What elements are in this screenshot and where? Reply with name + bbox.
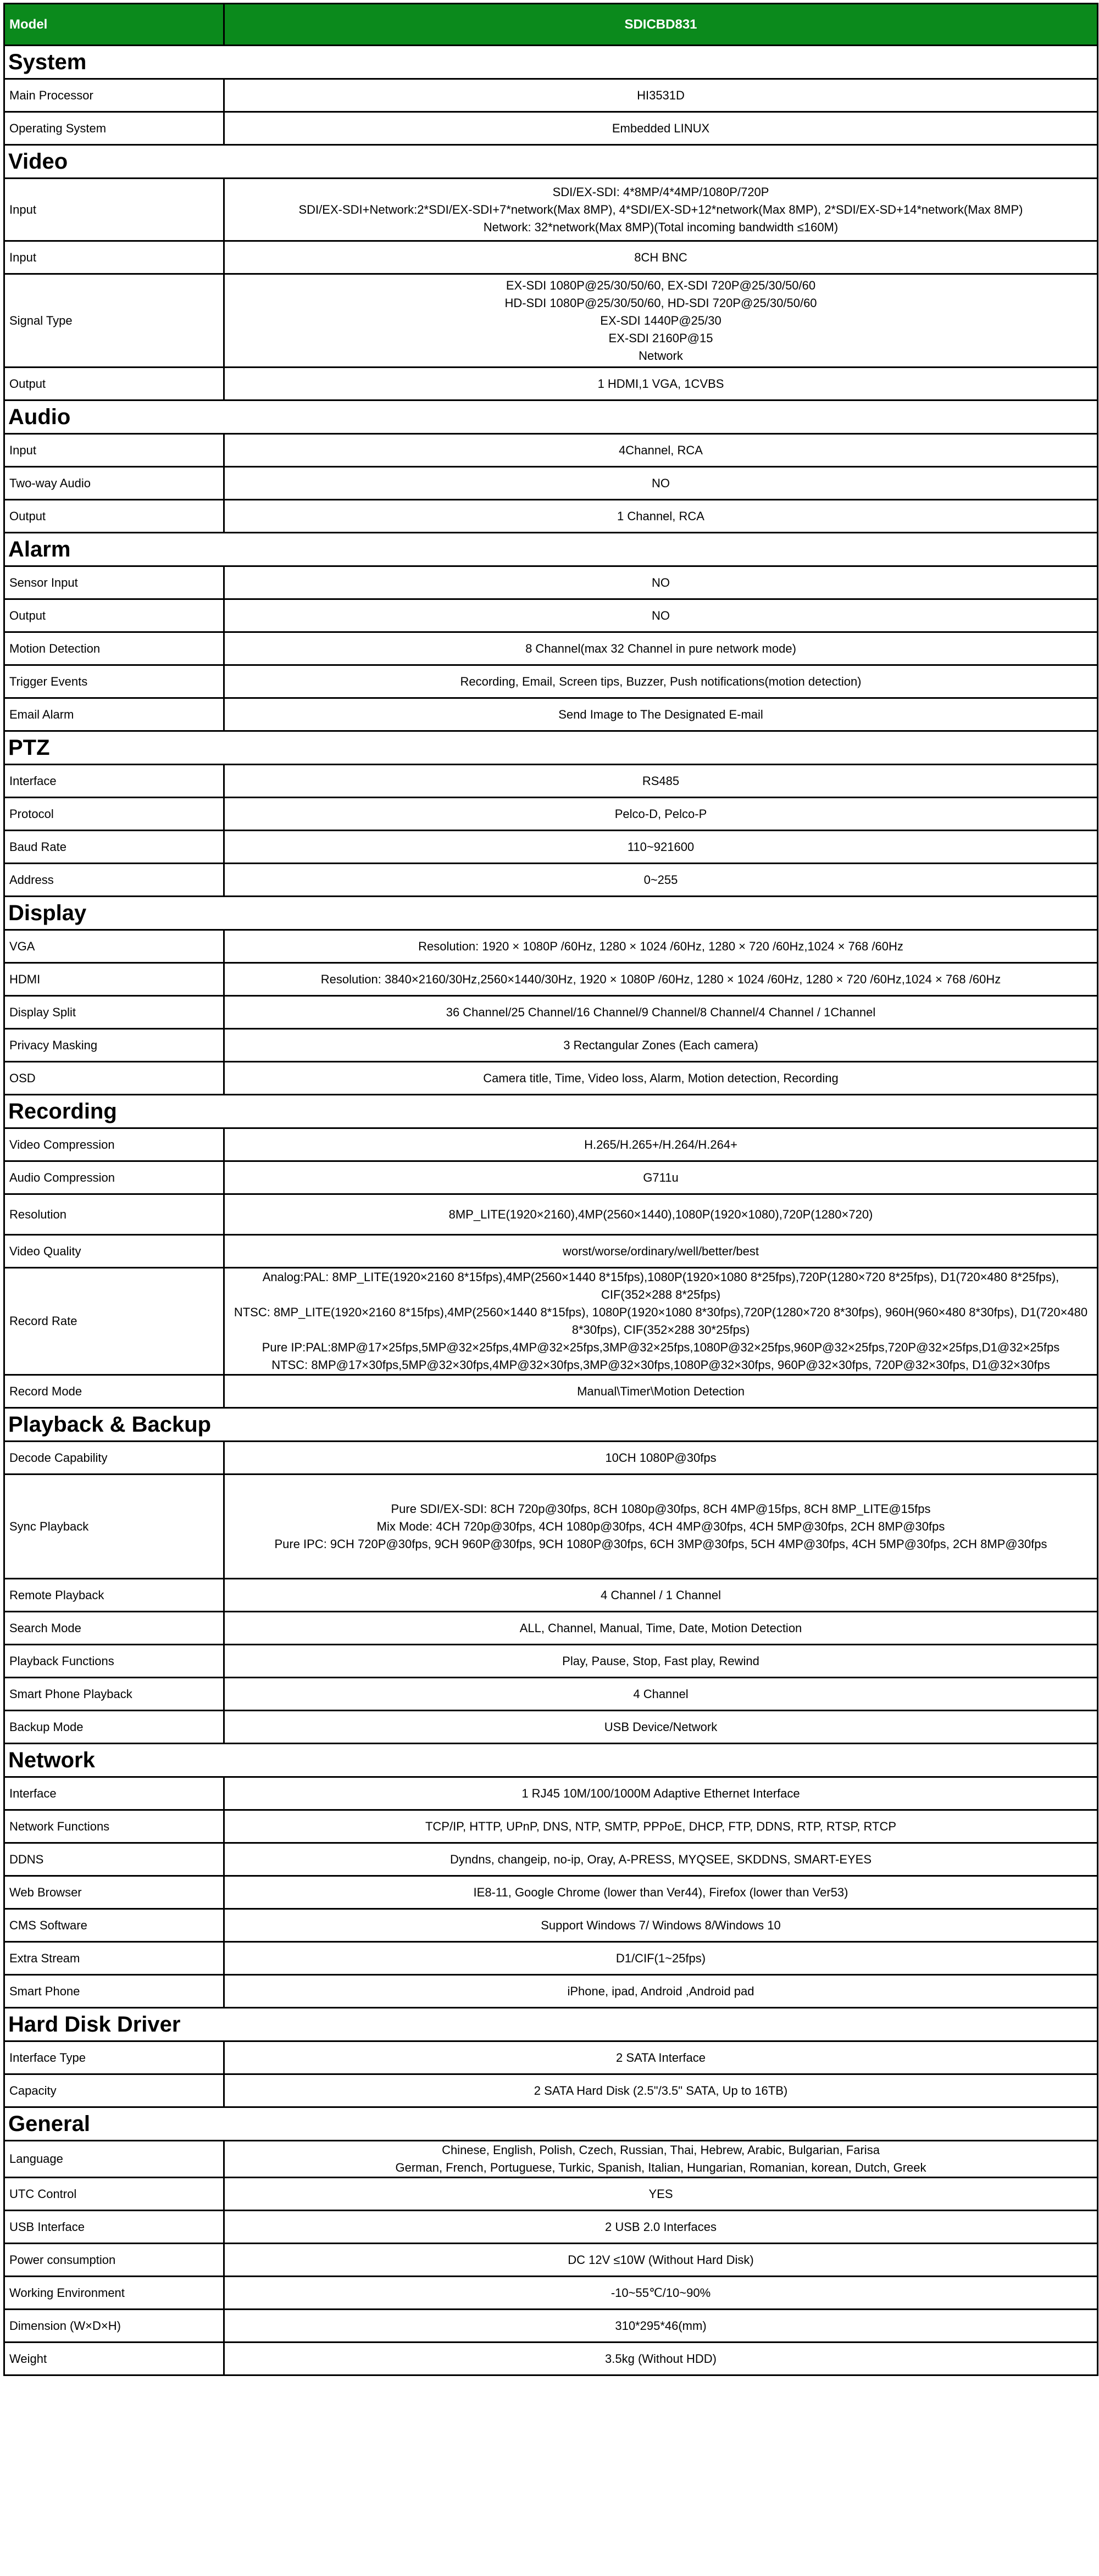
spec-row: [4, 434, 1098, 467]
spec-label: Video Compression: [4, 1128, 224, 1161]
spec-value: 8CH BNC: [224, 241, 1098, 274]
spec-row: [4, 1161, 1098, 1194]
spec-label: Record Rate: [4, 1268, 224, 1375]
spec-row: [4, 566, 1098, 599]
spec-value: NO: [224, 599, 1098, 632]
spec-row: [4, 632, 1098, 665]
spec-row: [4, 798, 1098, 831]
spec-row: [4, 698, 1098, 731]
spec-value: 2 USB 2.0 Interfaces: [224, 2211, 1098, 2244]
spec-label: Interface Type: [4, 2041, 224, 2074]
spec-value: TCP/IP, HTTP, UPnP, DNS, NTP, SMTP, PPPoE, DHCP, FTP, DDNS, RTP, RTSP, RTCP: [224, 1810, 1098, 1843]
section-system: [4, 46, 1098, 79]
spec-value: Dyndns, changeip, no-ip, Oray, A-PRESS, MYQSEE, SKDDNS, SMART-EYES: [224, 1843, 1098, 1876]
spec-row: [4, 1942, 1098, 1975]
spec-row: [4, 79, 1098, 112]
spec-row: [4, 1062, 1098, 1095]
spec-value: 3.5kg (Without HDD): [224, 2343, 1098, 2375]
spec-value: Resolution: 3840×2160/30Hz,2560×1440/30Hz, 1920 × 1080P /60Hz, 1280 × 1024 /60Hz, 1280 × 720 /60Hz,1024 × 768 /60Hz: [224, 963, 1098, 996]
spec-label: Web Browser: [4, 1876, 224, 1909]
spec-label: Input: [4, 241, 224, 274]
spec-value: DC 12V ≤10W (Without Hard Disk): [224, 2244, 1098, 2277]
section-display: [4, 897, 1098, 930]
spec-row: [4, 179, 1098, 241]
spec-row: [4, 599, 1098, 632]
spec-row: [4, 1876, 1098, 1909]
spec-label: Trigger Events: [4, 665, 224, 698]
spec-value: Analog:PAL: 8MP_LITE(1920×2160 8*15fps),4MP(2560×1440 8*15fps),1080P(1920×1080 8*25fps),720P(1280×720 8*25fps), D1(720×480 8*25fps), CIF(352×288 8*25fps) NTSC: 8MP_LITE(1920×2160 8*15fps),4MP(2560×1440 8*15fps), 1080P(1920×1080 8*30fps),720P(1280×720 8*30fps), 960H(960×480 8*30fps), D1(720×480 8*30fps), CIF(352×288 30*25fps) Pure IP:PAL:8MP@17×25fps,5MP@32×25fps,4MP@32×25fps,3MP@32×25fps,1080P@32×25fps,960P@32×25fps,720P@32×25fps,D1@32×25fps NTSC: 8MP@17×30fps,5MP@32×30fps,4MP@32×30fps,3MP@32×30fps,1080P@32×30fps, 960P@32×30fps, 720P@32×30fps, D1@32×30fps: [224, 1268, 1098, 1375]
spec-row: [4, 1777, 1098, 1810]
spec-value: IE8-11, Google Chrome (lower than Ver44), Firefox (lower than Ver53): [224, 1876, 1098, 1909]
spec-value: NO: [224, 566, 1098, 599]
spec-label: Input: [4, 434, 224, 467]
spec-value: 4 Channel: [224, 1678, 1098, 1711]
spec-value: SDI/EX-SDI: 4*8MP/4*4MP/1080P/720P SDI/EX-SDI+Network:2*SDI/EX-SDI+7*network(Max 8MP), 4*SDI/EX-SD+12*network(Max 8MP), 2*SDI/EX-SD+14*network(Max 8MP) Network: 32*network(Max 8MP)(Total incoming bandwidth ≤160M): [224, 179, 1098, 241]
spec-row: [4, 1711, 1098, 1744]
spec-value: 3 Rectangular Zones (Each camera): [224, 1029, 1098, 1062]
spec-row: [4, 1810, 1098, 1843]
spec-row: [4, 368, 1098, 400]
spec-row: [4, 1128, 1098, 1161]
spec-label: Output: [4, 500, 224, 533]
spec-label: Interface: [4, 1777, 224, 1810]
spec-label: UTC Control: [4, 2178, 224, 2211]
spec-value: Support Windows 7/ Windows 8/Windows 10: [224, 1909, 1098, 1942]
section-general: [4, 2107, 1098, 2141]
section-title: Recording: [4, 1095, 1098, 1128]
spec-value: USB Device/Network: [224, 1711, 1098, 1744]
section-ptz: [4, 731, 1098, 765]
spec-row: [4, 831, 1098, 864]
spec-label: Audio Compression: [4, 1161, 224, 1194]
header-row: [4, 4, 1098, 46]
spec-label: HDMI: [4, 963, 224, 996]
spec-label: Signal Type: [4, 274, 224, 368]
section-video: [4, 145, 1098, 179]
spec-row: [4, 1975, 1098, 2008]
spec-label: Smart Phone: [4, 1975, 224, 2008]
spec-value: Chinese, English, Polish, Czech, Russian, Thai, Hebrew, Arabic, Bulgarian, Farisa German, French, Portuguese, Turkic, Spanish, Italian, Hungarian, Romanian, korean, Dutch, Greek: [224, 2141, 1098, 2178]
spec-label: Privacy Masking: [4, 1029, 224, 1062]
spec-value: NO: [224, 467, 1098, 500]
spec-row: [4, 467, 1098, 500]
spec-row: [4, 274, 1098, 368]
spec-label: Email Alarm: [4, 698, 224, 731]
spec-value: 36 Channel/25 Channel/16 Channel/9 Channel/8 Channel/4 Channel / 1Channel: [224, 996, 1098, 1029]
spec-value: 1 HDMI,1 VGA, 1CVBS: [224, 368, 1098, 400]
spec-row: [4, 996, 1098, 1029]
spec-value: 2 SATA Interface: [224, 2041, 1098, 2074]
spec-label: Backup Mode: [4, 1711, 224, 1744]
spec-value: iPhone, ipad, Android ,Android pad: [224, 1975, 1098, 2008]
section-title: Display: [4, 897, 1098, 930]
spec-label: Address: [4, 864, 224, 897]
spec-row: [4, 963, 1098, 996]
spec-value: -10~55℃/10~90%: [224, 2277, 1098, 2310]
spec-value: 2 SATA Hard Disk (2.5"/3.5" SATA, Up to 16TB): [224, 2074, 1098, 2107]
spec-label: Remote Playback: [4, 1579, 224, 1612]
spec-table-body: [4, 4, 1098, 2375]
spec-label: Display Split: [4, 996, 224, 1029]
spec-row: [4, 765, 1098, 798]
spec-row: [4, 241, 1098, 274]
spec-row: [4, 500, 1098, 533]
spec-value: EX-SDI 1080P@25/30/50/60, EX-SDI 720P@25/30/50/60 HD-SDI 1080P@25/30/50/60, HD-SDI 720P@25/30/50/60 EX-SDI 1440P@25/30 EX-SDI 2160P@15 Network: [224, 274, 1098, 368]
spec-label: VGA: [4, 930, 224, 963]
spec-value: H.265/H.265+/H.264/H.264+: [224, 1128, 1098, 1161]
spec-label: Extra Stream: [4, 1942, 224, 1975]
spec-row: [4, 1909, 1098, 1942]
spec-label: Interface: [4, 765, 224, 798]
spec-value: Camera title, Time, Video loss, Alarm, Motion detection, Recording: [224, 1062, 1098, 1095]
section-hard-disk-driver: [4, 2008, 1098, 2041]
spec-row: [4, 1475, 1098, 1579]
spec-row: [4, 1645, 1098, 1678]
spec-row: [4, 1442, 1098, 1475]
spec-label: Input: [4, 179, 224, 241]
spec-table: [3, 3, 1098, 2376]
spec-row: [4, 2041, 1098, 2074]
spec-label: Dimension (W×D×H): [4, 2310, 224, 2343]
spec-value: YES: [224, 2178, 1098, 2211]
spec-label: CMS Software: [4, 1909, 224, 1942]
spec-label: Baud Rate: [4, 831, 224, 864]
spec-label: Network Functions: [4, 1810, 224, 1843]
section-recording: [4, 1095, 1098, 1128]
spec-label: Resolution: [4, 1194, 224, 1235]
section-alarm: [4, 533, 1098, 566]
spec-label: Capacity: [4, 2074, 224, 2107]
spec-row: [4, 1029, 1098, 1062]
spec-row: [4, 1235, 1098, 1268]
spec-row: [4, 1843, 1098, 1876]
spec-label: Decode Capability: [4, 1442, 224, 1475]
spec-label: Video Quality: [4, 1235, 224, 1268]
spec-row: [4, 1579, 1098, 1612]
section-title: General: [4, 2107, 1098, 2141]
spec-value: RS485: [224, 765, 1098, 798]
spec-label: Protocol: [4, 798, 224, 831]
section-title: System: [4, 46, 1098, 79]
spec-row: [4, 2211, 1098, 2244]
section-title: PTZ: [4, 731, 1098, 765]
spec-row: [4, 1678, 1098, 1711]
spec-label: Power consumption: [4, 2244, 224, 2277]
spec-value: Embedded LINUX: [224, 112, 1098, 145]
spec-row: [4, 2244, 1098, 2277]
spec-row: [4, 2178, 1098, 2211]
spec-row: [4, 1194, 1098, 1235]
spec-value: 1 RJ45 10M/100/1000M Adaptive Ethernet Interface: [224, 1777, 1098, 1810]
section-network: [4, 1744, 1098, 1777]
spec-value: Resolution: 1920 × 1080P /60Hz, 1280 × 1024 /60Hz, 1280 × 720 /60Hz,1024 × 768 /60Hz: [224, 930, 1098, 963]
spec-label: Sensor Input: [4, 566, 224, 599]
spec-value: Play, Pause, Stop, Fast play, Rewind: [224, 1645, 1098, 1678]
spec-label: Main Processor: [4, 79, 224, 112]
spec-value: 10CH 1080P@30fps: [224, 1442, 1098, 1475]
spec-value: 4Channel, RCA: [224, 434, 1098, 467]
spec-label: Operating System: [4, 112, 224, 145]
section-title: Video: [4, 145, 1098, 179]
spec-value: 310*295*46(mm): [224, 2310, 1098, 2343]
spec-value: 8 Channel(max 32 Channel in pure network mode): [224, 632, 1098, 665]
spec-row: [4, 1612, 1098, 1645]
header-label: Model: [4, 4, 224, 46]
spec-label: Language: [4, 2141, 224, 2178]
spec-label: Output: [4, 368, 224, 400]
spec-value: G711u: [224, 1161, 1098, 1194]
spec-value: Pure SDI/EX-SDI: 8CH 720p@30fps, 8CH 1080p@30fps, 8CH 4MP@15fps, 8CH 8MP_LITE@15fps Mix Mode: 4CH 720p@30fps, 4CH 1080p@30fps, 4CH 4MP@30fps, 4CH 5MP@30fps, 2CH 8MP@30fps Pure IPC: 9CH 720P@30fps, 9CH 960P@30fps, 9CH 1080P@30fps, 6CH 3MP@30fps, 5CH 4MP@30fps, 4CH 5MP@30fps, 2CH 8MP@30fps: [224, 1475, 1098, 1579]
section-audio: [4, 400, 1098, 434]
section-title: Playback & Backup: [4, 1408, 1098, 1442]
spec-row: [4, 2074, 1098, 2107]
spec-value: Send Image to The Designated E-mail: [224, 698, 1098, 731]
spec-value: HI3531D: [224, 79, 1098, 112]
spec-row: [4, 2277, 1098, 2310]
section-title: Alarm: [4, 533, 1098, 566]
spec-label: Playback Functions: [4, 1645, 224, 1678]
spec-row: [4, 665, 1098, 698]
spec-label: Sync Playback: [4, 1475, 224, 1579]
spec-row: [4, 1268, 1098, 1375]
spec-label: OSD: [4, 1062, 224, 1095]
spec-value: worst/worse/ordinary/well/better/best: [224, 1235, 1098, 1268]
spec-row: [4, 864, 1098, 897]
spec-value: 1 Channel, RCA: [224, 500, 1098, 533]
spec-value: 0~255: [224, 864, 1098, 897]
spec-value: 4 Channel / 1 Channel: [224, 1579, 1098, 1612]
spec-row: [4, 2343, 1098, 2375]
spec-label: Search Mode: [4, 1612, 224, 1645]
header-value: SDICBD831: [224, 4, 1098, 46]
spec-value: ALL, Channel, Manual, Time, Date, Motion Detection: [224, 1612, 1098, 1645]
spec-row: [4, 2141, 1098, 2178]
spec-row: [4, 930, 1098, 963]
spec-label: Working Environment: [4, 2277, 224, 2310]
spec-label: Motion Detection: [4, 632, 224, 665]
spec-row: [4, 2310, 1098, 2343]
spec-label: Weight: [4, 2343, 224, 2375]
spec-value: 110~921600: [224, 831, 1098, 864]
spec-label: DDNS: [4, 1843, 224, 1876]
section-playback-backup: [4, 1408, 1098, 1442]
spec-value: D1/CIF(1~25fps): [224, 1942, 1098, 1975]
spec-value: Pelco-D, Pelco-P: [224, 798, 1098, 831]
section-title: Network: [4, 1744, 1098, 1777]
spec-label: Record Mode: [4, 1375, 224, 1408]
spec-label: Output: [4, 599, 224, 632]
spec-value: Manual\Timer\Motion Detection: [224, 1375, 1098, 1408]
spec-label: USB Interface: [4, 2211, 224, 2244]
spec-label: Smart Phone Playback: [4, 1678, 224, 1711]
spec-row: [4, 112, 1098, 145]
spec-value: 8MP_LITE(1920×2160),4MP(2560×1440),1080P(1920×1080),720P(1280×720): [224, 1194, 1098, 1235]
section-title: Audio: [4, 400, 1098, 434]
spec-row: [4, 1375, 1098, 1408]
spec-value: Recording, Email, Screen tips, Buzzer, Push notifications(motion detection): [224, 665, 1098, 698]
spec-label: Two-way Audio: [4, 467, 224, 500]
section-title: Hard Disk Driver: [4, 2008, 1098, 2041]
